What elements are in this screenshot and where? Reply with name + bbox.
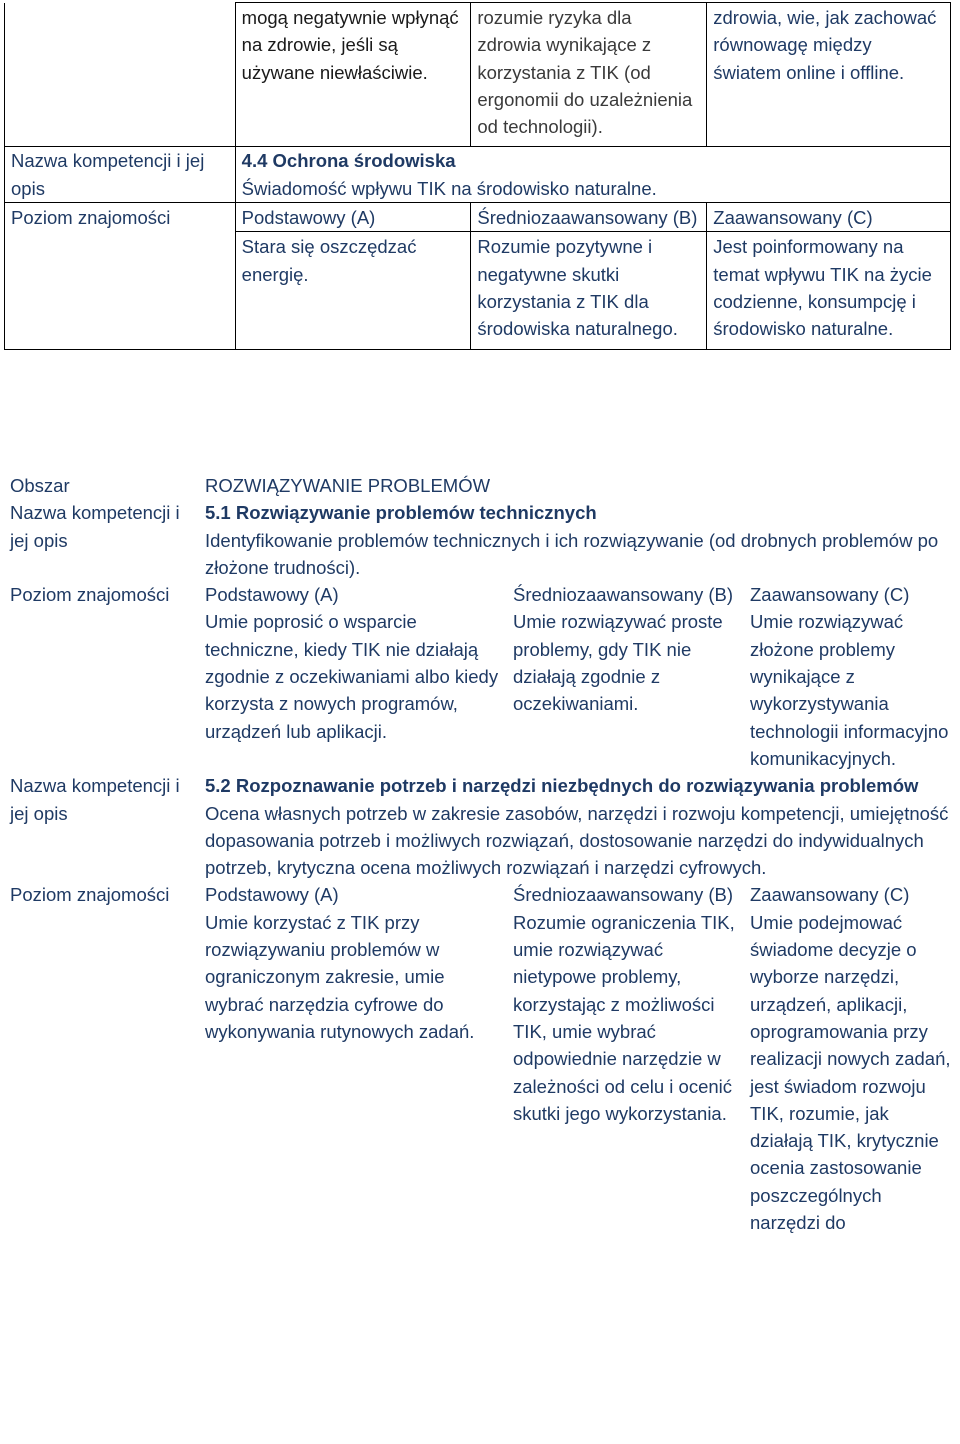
- competence-name-label: [5, 147, 236, 203]
- table-row: [5, 147, 951, 203]
- table-row: [6, 499, 957, 581]
- c2-basic-cell: [201, 909, 509, 1237]
- c2-description-cell: [201, 772, 957, 881]
- basic-cell: [235, 232, 471, 349]
- table-row: [5, 3, 951, 147]
- c2-header-basic-text: Podstawowy (A): [205, 884, 339, 906]
- c1-title: 5.1 Rozwiązywanie problemów technicznych: [205, 502, 597, 524]
- advanced-cell: [707, 232, 951, 349]
- competence-table-4-4: [4, 2, 951, 350]
- c1-header-intermediate-text: Średniozaawansowany (B): [513, 584, 734, 606]
- area-value: ROZWIĄZYWANIE PROBLEMÓW: [205, 475, 491, 496]
- header-advanced: [707, 203, 951, 232]
- c2-level-label: [6, 881, 201, 1236]
- c1-basic-text: Umie poprosić o wsparcie techniczne, kiedy TIK nie działają zgodnie z oczekiwaniami albo kiedy korzysta z nowych programów, urządzeń lub aplikacji.: [205, 611, 499, 742]
- competence-description: Świadomość wpływu TIK na środowisko naturalne.: [241, 177, 657, 199]
- c1-basic-cell: [201, 608, 509, 772]
- c1-header-intermediate: [509, 581, 746, 608]
- c1-level-label: [6, 581, 201, 772]
- table-row: [5, 203, 951, 232]
- c1-intermediate-cell: [509, 608, 746, 772]
- intermediate-text: Rozumie pozytywne i negatywne skutki korzystania z TIK dla środowiska naturalnego.: [477, 236, 678, 340]
- prev-advanced-cell: [707, 3, 951, 147]
- c1-intermediate-text: Umie rozwiązywać proste problemy, gdy TIK nie działają zgodnie z oczekiwaniami.: [513, 611, 723, 715]
- c2-name-label-text: Nazwa kompetencji i jej opis: [10, 775, 180, 824]
- level-label-text: Poziom znajomości: [11, 207, 171, 229]
- c2-header-advanced: [746, 881, 957, 908]
- c2-level-label-text: Poziom znajomości: [10, 884, 170, 906]
- advanced-text: Jest poinformowany na temat wpływu TIK na życie codzienne, konsumpcję i środowisko naturalne.: [713, 236, 932, 340]
- competence-table-area-5: [6, 472, 957, 1236]
- c1-header-advanced: [746, 581, 957, 608]
- c1-name-label-text: Nazwa kompetencji i jej opis: [10, 502, 180, 551]
- c2-advanced-text: Umie podejmować świadome decyzje o wyborze narzędzi, urządzeń, aplikacji, oprogramowania przy realizacji nowych zadań, jest świadom rozwoju TIK, rozumie, jak działają TIK, krytycznie ocenia zastosowanie poszczególnych narzędzi do: [750, 911, 951, 1234]
- c2-header-intermediate-text: Średniozaawansowany (B): [513, 884, 734, 906]
- area-value-cell: [201, 472, 957, 499]
- c1-header-basic: [201, 581, 509, 608]
- prev-basic-text: mogą negatywnie wpłynąć na zdrowie, jeśli są używane niewłaściwie.: [241, 7, 459, 83]
- table-row: [6, 881, 957, 908]
- intermediate-cell: [471, 232, 707, 349]
- c2-intermediate-cell: [509, 909, 746, 1237]
- c2-intermediate-text: Rozumie ograniczenia TIK, umie rozwiązywać nietypowe problemy, korzystając z możliwości TIK, umie wybrać odpowiednie narzędzie w zależności od celu i ocenić skutki jego wykorzystania.: [513, 911, 735, 1124]
- competence-name-label-text: Nazwa kompetencji i jej opis: [11, 150, 205, 199]
- table-row: [6, 772, 957, 881]
- c1-description: Identyfikowanie problemów technicznych i ich rozwiązywanie (od drobnych problemów po złożone trudności).: [205, 529, 939, 578]
- c2-advanced-cell: [746, 909, 957, 1237]
- prev-advanced-text: zdrowia, wie, jak zachować równowagę między światem online i offline.: [713, 7, 937, 83]
- header-advanced-text: Zaawansowany (C): [713, 207, 873, 229]
- empty-label-cell: [5, 3, 236, 147]
- header-intermediate: [471, 203, 707, 232]
- c2-description: Ocena własnych potrzeb w zakresie zasobów, narzędzi i rozwoju kompetencji, umiejętność dopasowania potrzeb i możliwych rozwiązań, dostosowanie narzędzi do indywidualnych potrzeb, krytyczna ocena możliwych rozwiązań i narzędzi cyfrowych.: [205, 802, 949, 879]
- competence-title: 4.4 Ochrona środowiska: [241, 150, 456, 172]
- prev-basic-cell: [235, 3, 471, 147]
- prev-intermediate-cell: [471, 3, 707, 147]
- area-label: [6, 472, 201, 499]
- area-label-text: Obszar: [10, 475, 70, 496]
- c1-level-label-text: Poziom znajomości: [10, 584, 170, 606]
- c2-header-intermediate: [509, 881, 746, 908]
- c2-header-basic: [201, 881, 509, 908]
- c2-header-advanced-text: Zaawansowany (C): [750, 884, 910, 906]
- header-basic-text: Podstawowy (A): [241, 207, 376, 229]
- c2-title: 5.2 Rozpoznawanie potrzeb i narzędzi niezbędnych do rozwiązywania problemów: [205, 775, 919, 797]
- basic-text: Stara się oszczędzać energię.: [241, 236, 417, 285]
- table-row: [6, 581, 957, 608]
- header-intermediate-text: Średniozaawansowany (B): [477, 207, 698, 229]
- c1-description-cell: [201, 499, 957, 581]
- prev-intermediate-text: rozumie ryzyka dla zdrowia wynikające z korzystania z TIK (od ergonomii do uzależnienia od technologii).: [477, 7, 693, 138]
- level-label: [5, 203, 236, 349]
- c2-basic-text: Umie korzystać z TIK przy rozwiązywaniu problemów w ograniczonym zakresie, umie wybrać narzędzia cyfrowe do wykonywania rutynowych zadań.: [205, 911, 475, 1042]
- header-basic: [235, 203, 471, 232]
- competence-description-cell: [235, 147, 950, 203]
- c1-advanced-text: Umie rozwiązywać złożone problemy wynikające z wykorzystywania technologii informacyjno komunikacyjnych.: [750, 611, 949, 769]
- c1-name-label: [6, 499, 201, 581]
- table-row: [6, 472, 957, 499]
- c2-name-label: [6, 772, 201, 881]
- c1-header-basic-text: Podstawowy (A): [205, 584, 339, 606]
- c1-advanced-cell: [746, 608, 957, 772]
- c1-header-advanced-text: Zaawansowany (C): [750, 584, 910, 606]
